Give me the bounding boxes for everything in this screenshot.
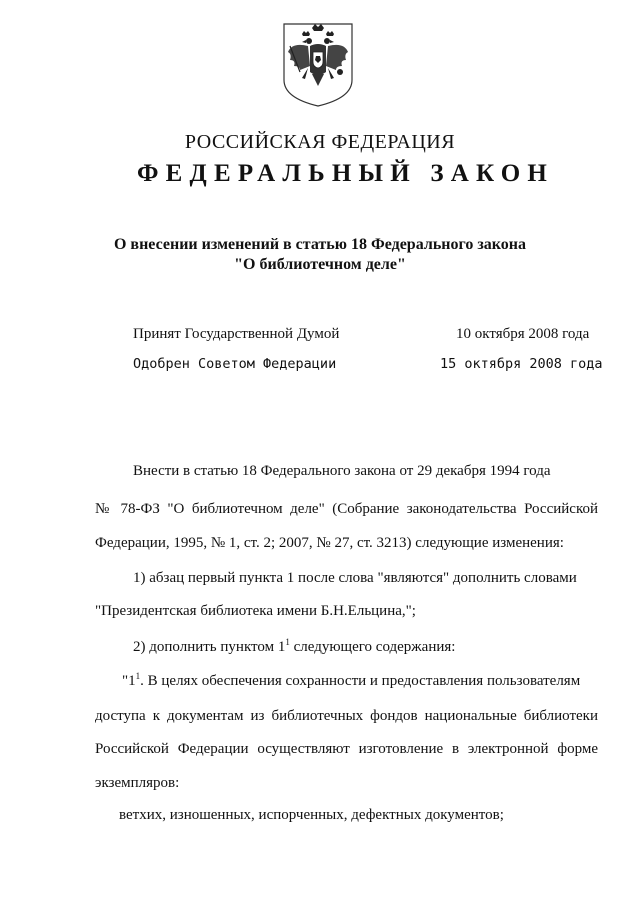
- council-approval-label: Одобрен Советом Федерации: [133, 356, 337, 372]
- quoted-clause-line-4: экземпляров:: [95, 775, 180, 791]
- document-type: ФЕДЕРАЛЬНЫЙ ЗАКОН: [137, 160, 555, 187]
- law-title-line-2: "О библиотечном деле": [234, 256, 406, 273]
- body-paragraph-1-line-3: Федерации, 1995, № 1, ст. 2; 2007, № 27, ст. 3213) следующие изменения:: [95, 535, 564, 551]
- body-paragraph-1-line-1: Внести в статью 18 Федерального закона от 29 декабря 1994 года: [133, 463, 551, 479]
- duma-adoption-label: Принят Государственной Думой: [133, 326, 340, 342]
- quoted-clause-line-3: Российской Федерации осуществляют изготовление в электронной форме: [95, 741, 598, 757]
- coat-of-arms-icon: [278, 18, 358, 108]
- body-paragraph-1-line-2: № 78-ФЗ "О библиотечном деле" (Собрание законодательства Российской: [95, 501, 598, 517]
- law-title-line-1: О внесении изменений в статью 18 Федерального закона: [113, 236, 527, 253]
- quoted-clause-line-1: "$1^1$. В целях обеспечения сохранности и предоставления пользователям: [122, 671, 581, 689]
- quoted-clause-line-5: ветхих, изношенных, испорченных, дефектных документов;: [119, 807, 504, 823]
- council-approval-date: 15 октября 2008 года: [440, 356, 603, 372]
- duma-adoption-date: 10 октября 2008 года: [456, 326, 590, 342]
- quoted-clause-line-2: доступа к документам из библиотечных фондов национальные библиотеки: [95, 708, 598, 724]
- item-2-superscript: 1: [285, 637, 290, 647]
- item-1-line-2: "Президентская библиотека имени Б.Н.Ельцина,";: [95, 603, 416, 619]
- item-1-line-1: 1) абзац первый пункта 1 после слова "являются" дополнить словами: [133, 570, 577, 586]
- quoted-clause-superscript: 1: [135, 671, 141, 681]
- country-name: РОССИЙСКАЯ ФЕДЕРАЦИЯ: [184, 131, 456, 153]
- item-2-line: 2) дополнить пунктом $1^1$ следующего содержания:: [133, 637, 456, 655]
